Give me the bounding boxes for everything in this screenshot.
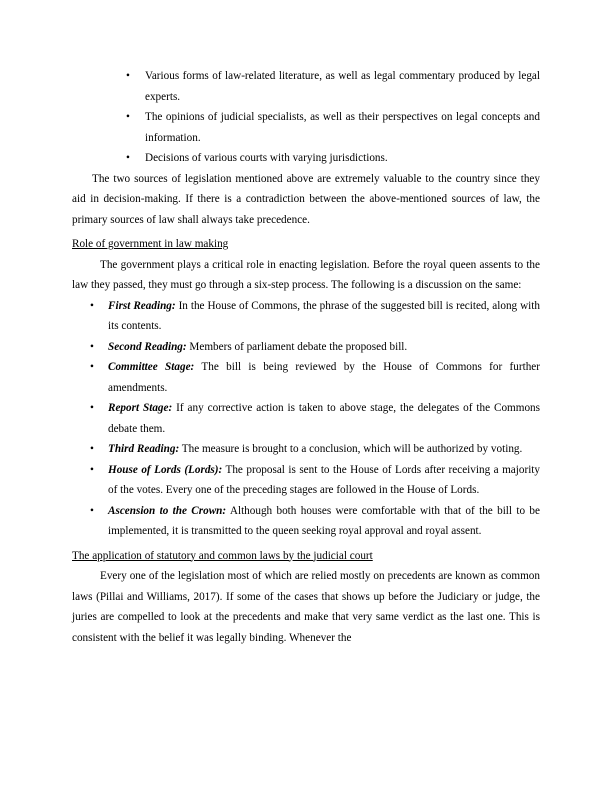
stage-term: House of Lords (Lords): xyxy=(108,463,223,476)
list-item: • Various forms of law-related literature, as well as legal commentary produced by legal experts. xyxy=(72,66,540,107)
stage-text: In the House of Commons, the phrase of the suggested bill is recited, along with its contents. xyxy=(108,299,540,332)
stage-text: The bill is being reviewed by the House of Commons for further amendments. xyxy=(108,361,540,394)
stage-text: Although both houses were comfortable with that of the bill to be implemented, it is transmitted to the queen seeking royal approval and royal assent. xyxy=(108,504,540,537)
stage-term: Second Reading: xyxy=(108,340,187,353)
list-item xyxy=(72,398,540,439)
sources-bullet-list xyxy=(72,66,540,169)
stage-text: Members of parliament debate the proposed bill. xyxy=(186,340,408,353)
list-item: • The opinions of judicial specialists, as well as their perspectives on legal concepts and information. xyxy=(72,107,540,148)
legislative-stages-list xyxy=(72,296,540,542)
paragraph-common-laws: Every one of the legislation most of which are relied mostly on precedents are known as common laws (Pillai and Williams, 2017). If some of the cases that shows up before the Judiciary or judge, the juries are compelled to look at the precedents and make that very same verdict as the last one. This is consistent with the belief it was legally binding. Whenever the xyxy=(72,570,540,644)
paragraph-government-role: The government plays a critical role in enacting legislation. Before the royal queen assents to the law they passed, they must go through a six-step process. The following is a discussion on the same: xyxy=(72,258,540,291)
paragraph-sources-summary: The two sources of legislation mentioned above are extremely valuable to the country since they aid in decision-making. If there is a contradiction between the above-mentioned sources of law, the primary sources of law shall always take precedence. xyxy=(72,172,540,226)
stage-text: The measure is brought to a conclusion, which will be authorized by voting. xyxy=(179,443,523,455)
list-item xyxy=(72,439,540,460)
stage-term: Ascension to the Crown: xyxy=(108,504,227,517)
stage-term: Third Reading: xyxy=(108,443,180,455)
list-item xyxy=(72,460,540,501)
stage-text: The proposal is sent to the House of Lords after receiving a majority of the votes. Every one of the preceding stages are followed in the House of Lords. xyxy=(108,463,541,496)
section-heading-judicial-application: The application of statutory and common laws by the judicial court xyxy=(72,549,373,562)
stage-text: If any corrective action is taken to above stage, the delegates of the Commons debate them. xyxy=(108,402,540,435)
list-item xyxy=(72,296,540,337)
list-item: • Decisions of various courts with varying jurisdictions. xyxy=(72,148,540,169)
list-item xyxy=(72,337,540,358)
list-item xyxy=(72,501,540,542)
stage-term: First Reading: xyxy=(108,299,176,312)
list-item xyxy=(72,357,540,398)
section-heading-government-role: Role of government in law making xyxy=(72,238,229,250)
stage-term: Report Stage: xyxy=(108,402,173,414)
stage-term: Committee Stage: xyxy=(108,361,195,373)
